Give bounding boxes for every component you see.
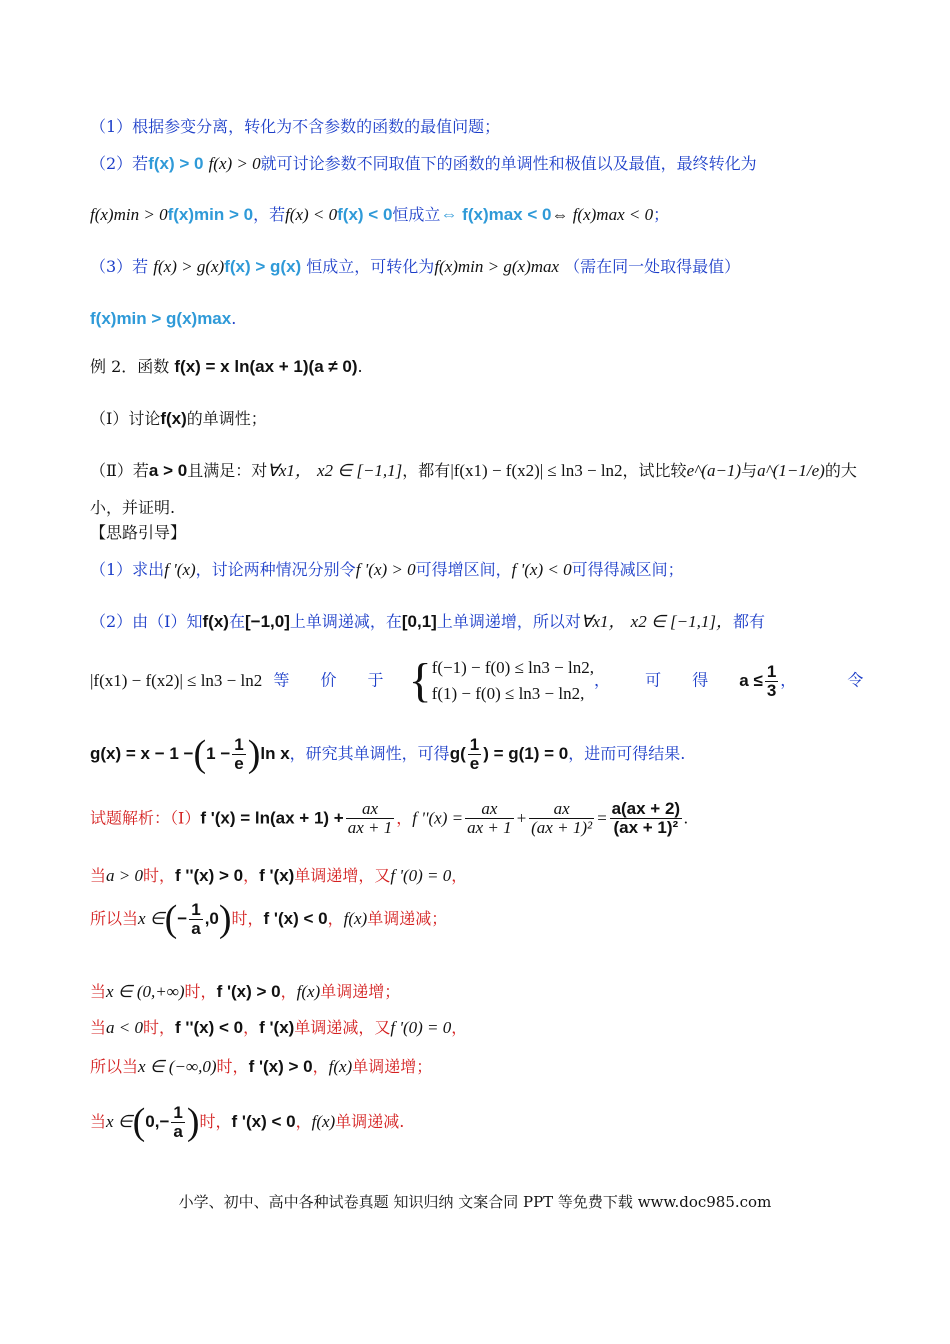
guide-2b xyxy=(90,655,863,715)
text: ，研究其单调性，可得 xyxy=(289,744,450,763)
numerator: 1 xyxy=(766,661,777,681)
math: f '(x) < 0 xyxy=(263,909,328,928)
math: f ''(x) = xyxy=(412,808,464,828)
math: [0,1] xyxy=(401,612,437,631)
numerator: ax xyxy=(346,800,395,819)
text: ， xyxy=(396,808,413,828)
text: 单调递增，又 xyxy=(294,866,391,885)
right-paren: ) xyxy=(186,1101,200,1143)
math: a^(1−1/e) xyxy=(757,461,825,480)
text: 时， xyxy=(143,866,176,885)
text: 等 xyxy=(273,670,290,690)
example-2 xyxy=(90,356,363,378)
math: x ∈ (0,+∞) xyxy=(106,982,185,1001)
text: ， xyxy=(312,1057,329,1076)
text: 恒成立，可转化为 xyxy=(306,257,435,276)
part-1 xyxy=(90,408,267,430)
text: ， xyxy=(780,670,797,690)
math-plain: f(x)min > g(x)max xyxy=(434,257,560,276)
fraction-one-over-a xyxy=(171,1104,184,1141)
text: 当 xyxy=(90,982,107,1001)
text: 当 xyxy=(90,866,107,885)
para-2b xyxy=(90,204,669,226)
solution-label: 试题解析：（Ⅰ） xyxy=(90,808,201,828)
math-plain: f(x) > 0 xyxy=(208,154,261,173)
page-footer xyxy=(0,1191,950,1212)
text: 都有 xyxy=(732,612,765,631)
text: 当 xyxy=(90,1112,107,1131)
text: 的单调性； xyxy=(186,409,267,428)
text: （1）求出 xyxy=(90,560,165,579)
math: f(x) xyxy=(343,909,368,928)
guide-2c xyxy=(90,735,685,785)
right-paren: ) xyxy=(247,733,261,775)
math: a ≤ xyxy=(739,671,763,690)
system-line-2: f(1) − f(0) ≤ ln3 − ln2, xyxy=(431,684,585,703)
denominator: ax + 1 xyxy=(467,818,512,837)
math-bold: f(x) < 0 xyxy=(337,205,393,224)
text: ，试比较 xyxy=(622,461,687,480)
math: ) = g(1) = 0 xyxy=(483,744,569,763)
text: . xyxy=(231,309,237,328)
solution-5 xyxy=(90,1017,467,1039)
numerator: 1 xyxy=(191,899,201,919)
math: − xyxy=(177,909,188,928)
text: ， xyxy=(295,1112,312,1131)
solution-7 xyxy=(90,1103,404,1155)
system-line-1: f(−1) − f(0) ≤ ln3 − ln2, xyxy=(431,658,594,677)
text: 上单调递减，在 xyxy=(289,612,402,631)
text: 所以当 xyxy=(90,1057,139,1076)
text: 当 xyxy=(90,1018,107,1037)
math: ln x xyxy=(260,744,290,763)
text: 时， xyxy=(231,909,264,928)
solution-4 xyxy=(90,981,400,1003)
fraction-1 xyxy=(465,800,514,837)
text: 时， xyxy=(143,1018,176,1037)
text: 单调递减，又 xyxy=(294,1018,391,1037)
math-bold: ⇔ f(x)max < 0 xyxy=(440,205,552,224)
numerator: 1 xyxy=(469,734,480,754)
math: + xyxy=(515,808,528,828)
math-plain: f(x) > g(x) xyxy=(153,257,225,276)
math: |f(x1) − f(x2)| ≤ ln3 − ln2 xyxy=(90,671,263,690)
math: f '(x) xyxy=(259,866,295,885)
guide-2 xyxy=(90,611,765,633)
math: f(x) xyxy=(328,1057,353,1076)
fraction-one-over-a xyxy=(189,901,202,938)
math: f '(x) > 0 xyxy=(216,982,281,1001)
numerator: 1 xyxy=(234,734,244,754)
math: ∀x1， xyxy=(580,612,626,631)
math-bold: f(x) > 0 xyxy=(148,154,204,173)
text: 可得得减区间； xyxy=(571,560,684,579)
footer-text: 小学、初中、高中各种试卷真题 知识归纳 文案合同 PPT 等免费下载 www.doc985.com xyxy=(178,1193,772,1211)
fraction-ax-over-ax1 xyxy=(346,800,395,837)
solution-2 xyxy=(90,865,467,887)
text: 在 xyxy=(228,612,245,631)
math-bold: f(x)min > 0 xyxy=(167,205,254,224)
solution-6 xyxy=(90,1056,432,1078)
solution-1 xyxy=(90,800,688,850)
text: 时， xyxy=(184,982,217,1001)
numerator: ax xyxy=(529,800,594,819)
text: 于 xyxy=(367,670,384,690)
denominator: e xyxy=(234,753,244,773)
text: ； xyxy=(653,205,670,224)
math: x2 ∈ [−1,1]， xyxy=(630,612,733,631)
para-3-prefix: （3）若 xyxy=(90,257,149,276)
guide-1 xyxy=(90,559,684,581)
denominator: a xyxy=(173,1121,183,1141)
math: 1 − xyxy=(206,744,231,763)
text: 单调递增； xyxy=(352,1057,433,1076)
math: f '(x) xyxy=(259,1018,295,1037)
math: f(x) xyxy=(160,409,187,428)
example-label: 例 2．函数 xyxy=(90,357,170,376)
fraction-one-over-e xyxy=(232,736,245,773)
text: ， xyxy=(243,1018,260,1037)
math: a > 0 xyxy=(148,461,188,480)
text: 且满足：对 xyxy=(187,461,268,480)
numerator: a(ax + 2) xyxy=(611,799,681,818)
right-paren: ) xyxy=(218,898,232,940)
text: ，都有 xyxy=(402,461,451,480)
fraction-2 xyxy=(529,800,594,837)
para-2-prefix: （2）若 xyxy=(90,154,149,173)
text: 令 xyxy=(847,670,864,690)
text: ， xyxy=(243,866,260,885)
text: . xyxy=(357,357,363,376)
text: ， xyxy=(451,1018,468,1037)
para-2-text: 就可讨论参数不同取值下的函数的单调性和极值以及最值，最终转化为 xyxy=(260,154,757,173)
math: x ∈ xyxy=(138,909,165,928)
text: （Ⅰ）讨论 xyxy=(90,409,161,428)
text: 所以当 xyxy=(90,909,139,928)
math: f '(x) > 0 xyxy=(248,1057,313,1076)
numerator: 1 xyxy=(173,1102,183,1122)
text: ， xyxy=(280,982,297,1001)
fraction-one-third xyxy=(765,663,778,700)
math: a < 0 xyxy=(106,1018,143,1037)
para-3 xyxy=(90,256,740,278)
math: = xyxy=(596,808,608,828)
text: ， xyxy=(327,909,344,928)
text: ，讨论两种情况分别令 xyxy=(195,560,356,579)
text: 可得增区间， xyxy=(415,560,512,579)
math: f(x) xyxy=(296,982,321,1001)
denominator: a xyxy=(191,918,201,938)
math: a > 0 xyxy=(106,866,143,885)
text: 单调递增； xyxy=(320,982,401,1001)
text: 上单调递增，所以对 xyxy=(436,612,581,631)
para-2 xyxy=(90,153,757,175)
text: 单调递减. xyxy=(335,1112,405,1131)
text: 与 xyxy=(741,461,758,480)
math-bold: f(x)min > g(x)max xyxy=(90,309,232,328)
guide-heading-text: 【思路引导】 xyxy=(90,523,187,542)
math: f(x) xyxy=(202,612,229,631)
math: [−1,0] xyxy=(244,612,290,631)
math: . xyxy=(684,808,689,828)
math-plain: f(x)min > 0 xyxy=(90,205,168,224)
math: f '(0) = 0 xyxy=(390,866,452,885)
denominator: ax + 1 xyxy=(347,818,393,837)
part-2 xyxy=(90,460,857,482)
text: 恒成立 xyxy=(392,205,441,224)
text: 单调递减； xyxy=(367,909,448,928)
left-paren: ( xyxy=(132,1101,146,1143)
para-1 xyxy=(90,116,500,138)
text: ， xyxy=(593,670,610,690)
left-brace: { xyxy=(408,654,432,707)
math: 0,− xyxy=(145,1112,170,1131)
math: f ''(x) < 0 xyxy=(175,1018,244,1037)
text: 小，并证明. xyxy=(90,498,176,517)
math: g( xyxy=(449,744,466,763)
math: f ''(x) > 0 xyxy=(175,866,244,885)
example-function: f(x) = x ln(ax + 1)(a ≠ 0) xyxy=(174,357,358,376)
math: f '(x) = ln(ax + 1) + xyxy=(200,808,344,828)
denominator: 3 xyxy=(766,680,777,700)
text: ，进而可得结果. xyxy=(568,744,686,763)
math: f '(x) < 0 xyxy=(511,560,572,579)
math-plain: f(x) < 0 xyxy=(285,205,338,224)
text: （Ⅱ）若 xyxy=(90,461,149,480)
fraction-3 xyxy=(610,800,683,837)
para-3b xyxy=(90,308,236,330)
math-plain: ⇔ f(x)max < 0 xyxy=(551,205,654,224)
solution-3 xyxy=(90,900,447,952)
text: （2）由（Ⅰ）知 xyxy=(90,612,203,631)
math: x ∈ xyxy=(106,1112,133,1131)
text: ， xyxy=(451,866,468,885)
math: |f(x1) − f(x2)| ≤ ln3 − ln2 xyxy=(450,461,623,480)
numerator: ax xyxy=(465,800,514,819)
denominator: (ax + 1)² xyxy=(531,818,593,837)
math: x ∈ (−∞,0) xyxy=(138,1057,217,1076)
text: 可 xyxy=(645,670,662,690)
math: e^(a−1) xyxy=(686,461,742,480)
guide-heading xyxy=(90,522,186,544)
math: ∀x1， xyxy=(267,461,312,480)
text: 价 xyxy=(320,670,337,690)
text: 的大 xyxy=(824,461,857,480)
text: 时， xyxy=(216,1057,249,1076)
math: f(x) xyxy=(311,1112,336,1131)
text: 时， xyxy=(199,1112,232,1131)
math: ,0 xyxy=(204,909,219,928)
math-bold: f(x) > g(x) xyxy=(224,257,302,276)
text: 得 xyxy=(692,670,709,690)
math: f '(x) xyxy=(164,560,196,579)
text: ，若 xyxy=(253,205,286,224)
part-2-cont xyxy=(90,497,175,519)
equation-system xyxy=(432,655,594,707)
math: f '(0) = 0 xyxy=(390,1018,452,1037)
left-paren: ( xyxy=(193,733,207,775)
left-paren: ( xyxy=(164,898,178,940)
para-1-text: （1）根据参变分离，转化为不含参数的函数的最值问题； xyxy=(90,117,501,136)
fraction-one-over-e-2 xyxy=(468,736,481,773)
math: f '(x) < 0 xyxy=(231,1112,296,1131)
text: （需在同一处取得最值） xyxy=(564,257,741,276)
denominator: e xyxy=(469,753,480,773)
math: x2 ∈ [−1,1] xyxy=(316,461,403,480)
math: f '(x) > 0 xyxy=(355,560,416,579)
denominator: (ax + 1)² xyxy=(613,818,679,837)
math: g(x) = x − 1 − xyxy=(90,744,194,763)
